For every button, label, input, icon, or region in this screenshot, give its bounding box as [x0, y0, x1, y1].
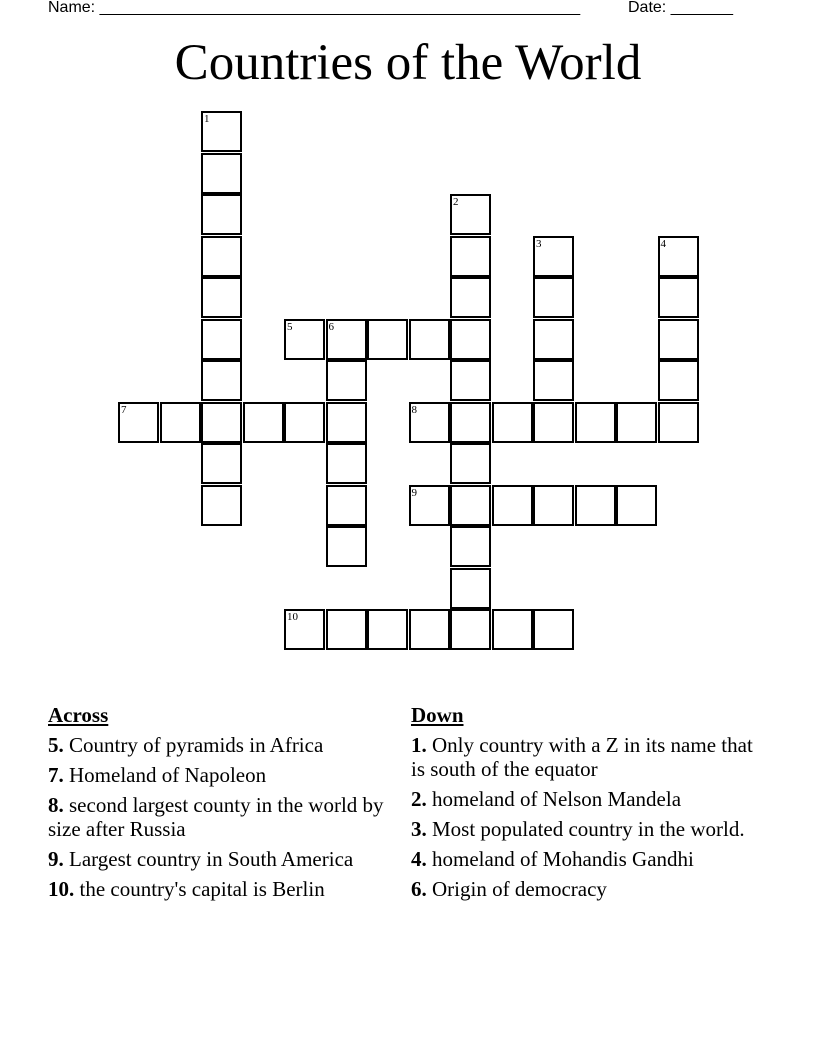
- grid-cell[interactable]: [533, 360, 574, 401]
- grid-cell[interactable]: [575, 402, 616, 443]
- grid-cell[interactable]: [450, 485, 491, 526]
- grid-cell[interactable]: [326, 485, 367, 526]
- down-heading: Down: [411, 703, 464, 727]
- grid-cell[interactable]: [409, 402, 450, 443]
- grid-cell[interactable]: [201, 111, 242, 152]
- clue-text: the country's capital is Berlin: [74, 877, 325, 901]
- grid-cell[interactable]: [326, 443, 367, 484]
- clue-text: Homeland of Napoleon: [63, 763, 267, 787]
- grid-cell[interactable]: [450, 568, 491, 609]
- across-clue: [48, 763, 388, 787]
- grid-cell[interactable]: [450, 443, 491, 484]
- grid-cell[interactable]: [450, 609, 491, 650]
- clue-text: second largest county in the world by size after Russia: [48, 793, 384, 841]
- cell-number: 8: [411, 403, 417, 416]
- clue-number: 2.: [411, 787, 427, 811]
- grid-cell[interactable]: [616, 485, 657, 526]
- grid-cell[interactable]: [326, 526, 367, 567]
- cell-number: 4: [660, 237, 666, 250]
- grid-cell[interactable]: [284, 402, 325, 443]
- grid-cell[interactable]: [409, 485, 450, 526]
- clue-number: 6.: [411, 877, 427, 901]
- grid-cell[interactable]: [533, 277, 574, 318]
- grid-cell[interactable]: [533, 319, 574, 360]
- grid-cell[interactable]: [575, 485, 616, 526]
- clue-text: Country of pyramids in Africa: [63, 733, 324, 757]
- grid-cell[interactable]: [201, 194, 242, 235]
- name-field-label: Name: ______________________________________________________: [48, 0, 581, 16]
- grid-cell[interactable]: [450, 319, 491, 360]
- clue-text: homeland of Nelson Mandela: [426, 787, 682, 811]
- clue-number: 9.: [48, 847, 64, 871]
- grid-cell[interactable]: [201, 360, 242, 401]
- clue-number: 5.: [48, 733, 64, 757]
- grid-cell[interactable]: [201, 443, 242, 484]
- grid-cell[interactable]: [201, 319, 242, 360]
- clue-number: 7.: [48, 763, 64, 787]
- puzzle-title: Countries of the World: [174, 35, 642, 91]
- grid-cell[interactable]: [243, 402, 284, 443]
- cell-number: 2: [453, 196, 459, 208]
- down-clue: [411, 877, 761, 901]
- grid-cell[interactable]: [658, 360, 699, 401]
- down-clue: [411, 847, 761, 871]
- grid-cell[interactable]: [326, 360, 367, 401]
- cell-number: 10: [287, 611, 298, 623]
- grid-cell[interactable]: [367, 319, 408, 360]
- grid-cell[interactable]: [160, 402, 201, 443]
- grid-cell[interactable]: [450, 277, 491, 318]
- cell-number: 3: [536, 237, 542, 250]
- grid-cell[interactable]: [658, 402, 699, 443]
- grid-cell[interactable]: [201, 236, 242, 277]
- clue-number: 4.: [411, 847, 427, 871]
- cell-number: 7: [121, 403, 127, 416]
- grid-cell[interactable]: [201, 153, 242, 194]
- across-clues: [48, 703, 388, 907]
- grid-cell[interactable]: [326, 319, 367, 360]
- across-heading: Across: [48, 703, 109, 727]
- grid-cell[interactable]: [492, 402, 533, 443]
- date-field-label: Date: _______: [628, 0, 733, 16]
- across-clue: [48, 733, 388, 757]
- clue-text: Only country with a Z in its name that is south of the equator: [411, 733, 753, 781]
- across-clue: [48, 877, 388, 901]
- grid-cell[interactable]: [284, 609, 325, 650]
- grid-cell[interactable]: [533, 402, 574, 443]
- grid-cell[interactable]: [492, 485, 533, 526]
- grid-cell[interactable]: [658, 277, 699, 318]
- down-clues: [411, 703, 761, 907]
- cell-number: 1: [204, 113, 210, 125]
- grid-cell[interactable]: [450, 236, 491, 277]
- clue-number: 10.: [48, 877, 75, 901]
- grid-cell[interactable]: [533, 236, 574, 277]
- cell-number: 5: [287, 320, 293, 333]
- clue-text: Most populated country in the world.: [426, 817, 745, 841]
- clue-number: 1.: [411, 733, 427, 757]
- down-clue: [411, 733, 761, 781]
- down-clue: [411, 817, 761, 841]
- grid-cell[interactable]: [367, 609, 408, 650]
- clue-number: 3.: [411, 817, 427, 841]
- grid-cell[interactable]: [658, 236, 699, 277]
- grid-cell[interactable]: [201, 277, 242, 318]
- grid-cell[interactable]: [326, 402, 367, 443]
- grid-cell[interactable]: [118, 402, 159, 443]
- grid-cell[interactable]: [450, 526, 491, 567]
- cell-number: 9: [411, 486, 417, 499]
- clue-text: Largest country in South America: [63, 847, 354, 871]
- grid-cell[interactable]: [326, 609, 367, 650]
- grid-cell[interactable]: [658, 319, 699, 360]
- grid-cell[interactable]: [201, 485, 242, 526]
- across-clue: [48, 847, 388, 871]
- grid-cell[interactable]: [409, 319, 450, 360]
- clue-text: homeland of Mohandis Gandhi: [426, 847, 694, 871]
- grid-cell[interactable]: [492, 609, 533, 650]
- grid-cell[interactable]: [450, 360, 491, 401]
- grid-cell[interactable]: [616, 402, 657, 443]
- grid-cell[interactable]: [284, 319, 325, 360]
- grid-cell[interactable]: [533, 485, 574, 526]
- cell-number: 6: [328, 320, 334, 333]
- grid-cell[interactable]: [409, 609, 450, 650]
- down-clue: [411, 787, 761, 811]
- grid-cell[interactable]: [201, 402, 242, 443]
- grid-cell[interactable]: [450, 402, 491, 443]
- across-clue: [48, 793, 388, 841]
- grid-cell[interactable]: [533, 609, 574, 650]
- clue-number: 8.: [48, 793, 64, 817]
- clue-text: Origin of democracy: [426, 877, 607, 901]
- grid-cell[interactable]: [450, 194, 491, 235]
